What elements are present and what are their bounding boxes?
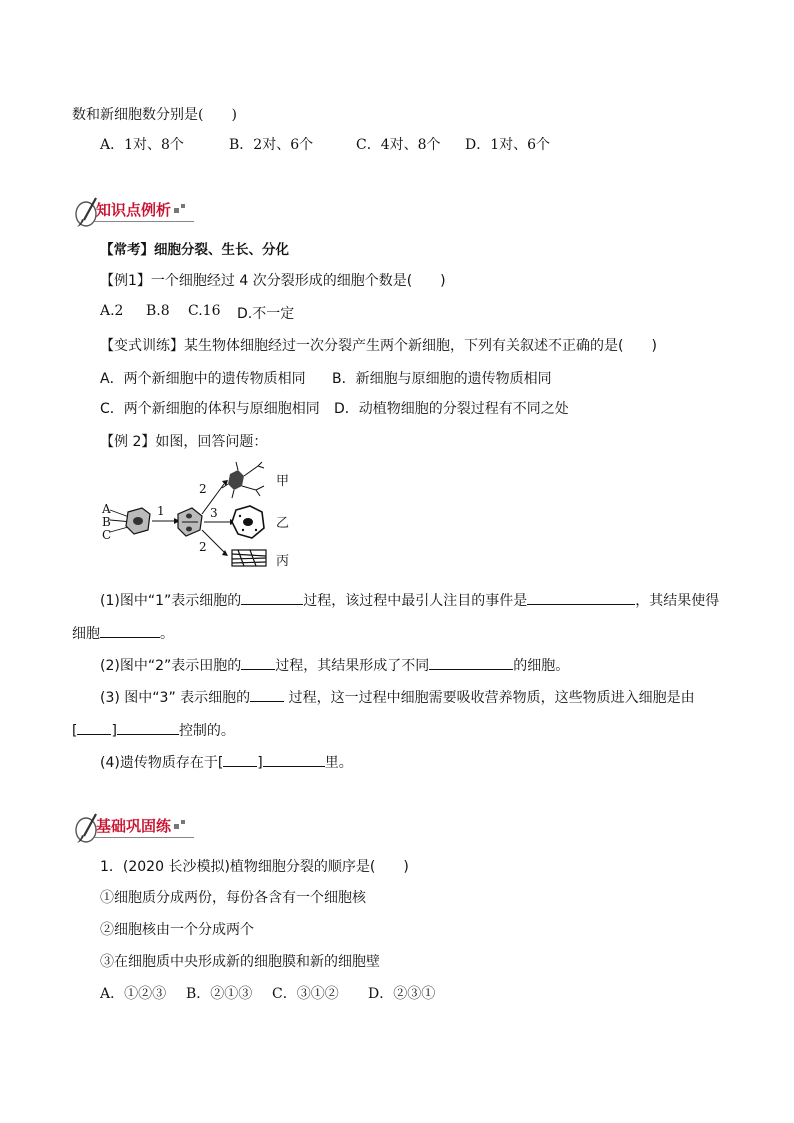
option-b: B．2对、6个 [229,137,314,153]
ex1-option-b: B.8 [146,303,170,319]
label-b: B [102,515,111,529]
example-2: 【例 2】如图，回答问题： [100,434,268,450]
ex1-option-a: A.2 [100,303,124,319]
question-2-line [100,655,569,675]
section-title: 知识点例析 [96,201,172,219]
q4-text-b: ] [257,755,263,771]
arrow-label-1: 1 [157,504,165,518]
answer-blank[interactable] [77,720,111,735]
q2-text-c: 的细胞。 [513,658,570,674]
option-d: D．1对、6个 [465,137,551,153]
answer-blank[interactable] [250,687,284,702]
section-header-basic [72,812,202,846]
variant-option-d: D．动植物细胞的分裂过程有不同之处 [334,401,569,417]
basic-question-1: 1．(2020 长沙模拟)植物细胞分裂的顺序是( ) [100,859,409,875]
question-1-line [100,590,719,610]
label-c: C [102,528,112,542]
section-title: 基础巩固练 [96,817,172,835]
header-underline [94,837,194,838]
question-1-line-2 [72,623,174,643]
option-a: A．1对、8个 [100,137,184,153]
cell-name-bing: 丙 [276,554,290,569]
variant-option-a: A．两个新细胞中的遗传物质相同 [100,371,306,387]
section-header-knowledge [72,196,202,230]
arrow-label-2-top: 2 [199,482,207,496]
q1-text-d: 细胞 [72,626,100,642]
variant-question: 【变式训练】某生物体细胞经过一次分裂产生两个新细胞，下列有关叙述不正确的是( ) [100,338,657,354]
decor-square [181,204,185,208]
decor-square [174,208,179,213]
q1-text-e: 。 [160,626,174,642]
q3-text-c: [ [72,723,78,739]
q1-text-b: 过程，该过程中最引人注目的事件是 [303,593,528,609]
answer-blank[interactable] [527,590,635,605]
option-c: C．4对、8个 [356,137,441,153]
question-tail: 数和新细胞数分别是( ) [72,107,237,123]
variant-option-b: B．新细胞与原细胞的遗传物质相同 [332,371,552,387]
question-3-line [100,687,695,707]
basic-option-c: C．③①② [272,986,339,1002]
q2-text-a: (2)图中“2”表示田胞的 [100,658,242,674]
arrow-label-2-bottom: 2 [199,540,207,554]
q4-text-c: 里。 [324,755,353,771]
cell-name-jia: 甲 [276,474,290,489]
q3-text-e: 控制的。 [178,723,235,739]
q3-text-a: (3) 图中“3” 表示细胞的 [100,690,251,706]
ex1-option-c: C.16 [188,303,221,319]
question-3-line-2 [72,720,235,740]
q3-text-d: ] [111,723,117,739]
question-4-line [100,752,353,772]
answer-blank[interactable] [223,752,257,767]
decor-square [174,824,179,829]
ex1-option-d: D.不一定 [237,306,295,322]
statement-2: ②细胞核由一个分成两个 [100,922,254,938]
basic-option-d: D．②③① [368,986,436,1002]
q4-text-a: (4)遗传物质存在于[ [100,755,224,771]
answer-blank[interactable] [429,655,513,670]
basic-option-a: A．①②③ [100,986,167,1002]
label-a: A [102,502,111,516]
variant-option-c: C．两个新细胞的体积与原细胞相同 [100,401,320,417]
answer-blank[interactable] [100,623,160,638]
topic-line: 【常考】细胞分裂、生长、分化 [100,242,289,258]
statement-3: ③在细胞质中央形成新的细胞膜和新的细胞壁 [100,954,380,970]
q2-text-b: 过程，其结果形成了不同 [275,658,430,674]
decor-square [181,820,185,824]
cell-division-diagram [98,460,308,575]
answer-blank[interactable] [263,752,325,767]
q1-text-a: (1)图中“1”表示细胞的 [100,593,242,609]
arrow-label-3: 3 [210,506,218,520]
header-underline [94,221,194,222]
q3-text-b: 过程，这一过程中细胞需要吸收营养物质，这些物质进入细胞是由 [284,690,695,706]
answer-blank[interactable] [117,720,179,735]
answer-blank[interactable] [241,655,275,670]
statement-1: ①细胞质分成两份，每份各含有一个细胞核 [100,890,366,906]
example-1: 【例1】一个细胞经过 4 次分裂形成的细胞个数是( ) [100,273,446,289]
cell-name-yi: 乙 [276,516,290,531]
answer-blank[interactable] [241,590,303,605]
q1-text-c: ，其结果使得 [635,593,720,609]
basic-option-b: B．②①③ [186,986,253,1002]
